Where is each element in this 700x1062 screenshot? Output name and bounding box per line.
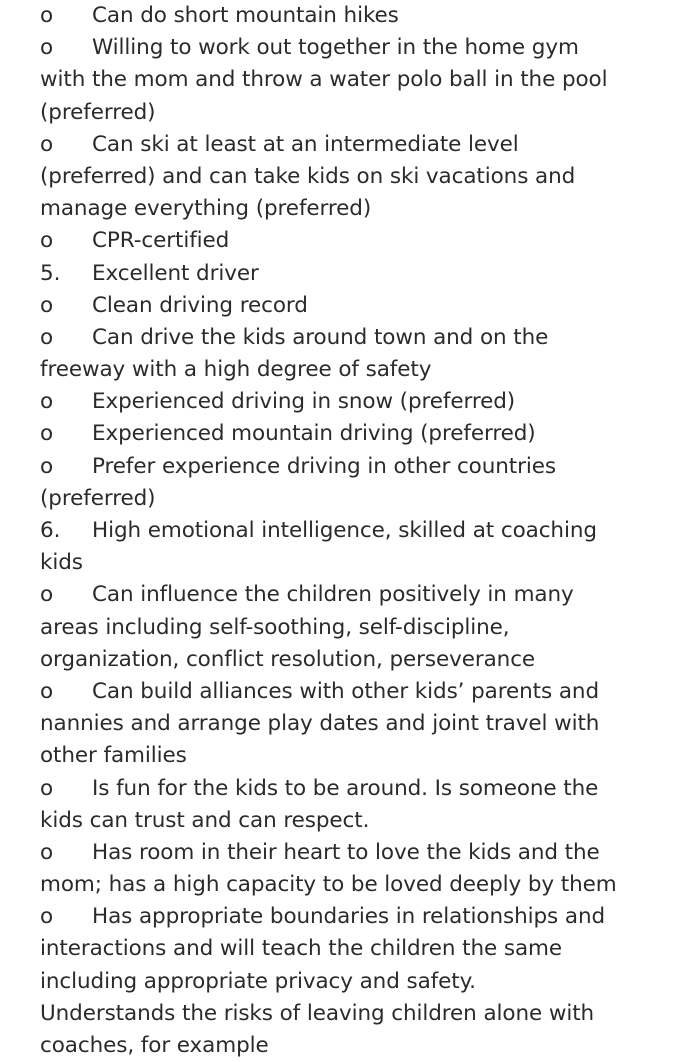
text-line (40, 933, 680, 965)
text-line (40, 290, 680, 322)
bullet-marker: o (40, 421, 54, 447)
bullet-marker: o (40, 678, 54, 704)
line-text: nannies and arrange play dates and joint travel with (40, 711, 600, 737)
text-line (40, 579, 680, 611)
bullet-item (40, 322, 680, 386)
text-line (40, 225, 680, 257)
text-line (40, 740, 680, 772)
bullet-marker: o (40, 389, 54, 415)
text-line (40, 998, 680, 1030)
line-text: Clean driving record (92, 292, 308, 318)
bullet-marker: o (40, 228, 54, 254)
text-line (40, 805, 680, 837)
bullet-marker: o (40, 324, 54, 350)
line-text: coaches, for example (40, 1033, 269, 1058)
number-marker: 5. (40, 260, 61, 286)
line-text: Can drive the kids around town and on the (92, 324, 549, 350)
line-text: Can do short mountain hikes (92, 3, 399, 28)
text-line (40, 773, 680, 805)
text-line (40, 354, 680, 386)
line-text: Has room in their heart to love the kids and the (92, 839, 600, 865)
bullet-marker: o (40, 582, 54, 608)
bullet-marker: o (40, 839, 54, 865)
line-text: including appropriate privacy and safety. (40, 968, 476, 994)
bullet-item (40, 0, 680, 32)
bullet-marker: o (40, 292, 54, 318)
line-text: mom; has a high capacity to be loved deeply by them (40, 872, 617, 898)
line-text: areas including self-soothing, self-discipline, (40, 614, 510, 640)
line-text: Can influence the children positively in many (92, 582, 574, 608)
number-marker: 6. (40, 518, 61, 543)
line-text: Experienced driving in snow (preferred) (92, 389, 516, 415)
text-line (40, 322, 680, 354)
bullet-item (40, 901, 680, 1062)
bullet-marker: o (40, 775, 54, 801)
text-line (40, 612, 680, 644)
line-text: kids (40, 550, 83, 576)
bullet-item (40, 225, 680, 257)
text-line (40, 97, 680, 129)
line-text: freeway with a high degree of safety (40, 357, 432, 383)
text-line (40, 708, 680, 740)
line-text: High emotional intelligence, skilled at coaching (92, 518, 597, 543)
line-text: Experienced mountain driving (preferred) (92, 421, 536, 447)
bullet-marker: o (40, 35, 54, 61)
line-text: Prefer experience driving in other countries (92, 453, 556, 479)
text-line (40, 32, 680, 64)
bullet-item (40, 773, 680, 837)
bullet-marker: o (40, 3, 54, 28)
line-text: Can build alliances with other kids’ parents and (92, 678, 599, 704)
line-text: (preferred) (40, 485, 156, 511)
bullet-item (40, 129, 680, 226)
text-line (40, 418, 680, 450)
line-text: Willing to work out together in the home gym (92, 35, 579, 61)
text-line (40, 193, 680, 225)
numbered-item (40, 515, 680, 579)
bullet-item (40, 418, 680, 450)
line-text: Is fun for the kids to be around. Is someone the (92, 775, 599, 801)
bullet-marker: o (40, 453, 54, 479)
line-text: Understands the risks of leaving children alone with (40, 1000, 595, 1026)
text-line (40, 0, 680, 32)
text-line (40, 869, 680, 901)
bullet-marker: o (40, 904, 54, 930)
text-line (40, 966, 680, 998)
line-text: (preferred) and can take kids on ski vacations and (40, 163, 576, 189)
text-line (40, 676, 680, 708)
text-line (40, 161, 680, 193)
text-line (40, 515, 680, 547)
line-text: interactions and will teach the children the same (40, 936, 563, 962)
bullet-marker: o (40, 131, 54, 157)
line-text: CPR-certified (92, 228, 230, 254)
bullet-item (40, 32, 680, 129)
line-text: Has appropriate boundaries in relationships and (92, 904, 606, 930)
text-line (40, 386, 680, 418)
text-line (40, 1030, 680, 1062)
line-text: with the mom and throw a water polo ball in the pool (40, 67, 608, 93)
text-line (40, 64, 680, 96)
line-text: kids can trust and can respect. (40, 807, 370, 833)
text-line (40, 837, 680, 869)
text-line (40, 547, 680, 579)
text-line (40, 483, 680, 515)
line-text: Excellent driver (92, 260, 259, 286)
line-text: manage everything (preferred) (40, 196, 372, 222)
text-line (40, 451, 680, 483)
line-text: other families (40, 743, 187, 769)
text-line (40, 901, 680, 933)
text-line (40, 129, 680, 161)
line-text: organization, conflict resolution, perseverance (40, 646, 536, 672)
numbered-item (40, 258, 680, 290)
bullet-item (40, 290, 680, 322)
bullet-item (40, 386, 680, 418)
line-text: (preferred) (40, 99, 156, 125)
text-line (40, 644, 680, 676)
bullet-item (40, 837, 680, 901)
document-body (40, 0, 680, 1062)
line-text: Can ski at least at an intermediate level (92, 131, 519, 157)
text-line (40, 258, 680, 290)
bullet-item (40, 451, 680, 515)
bullet-item (40, 676, 680, 773)
bullet-item (40, 579, 680, 676)
